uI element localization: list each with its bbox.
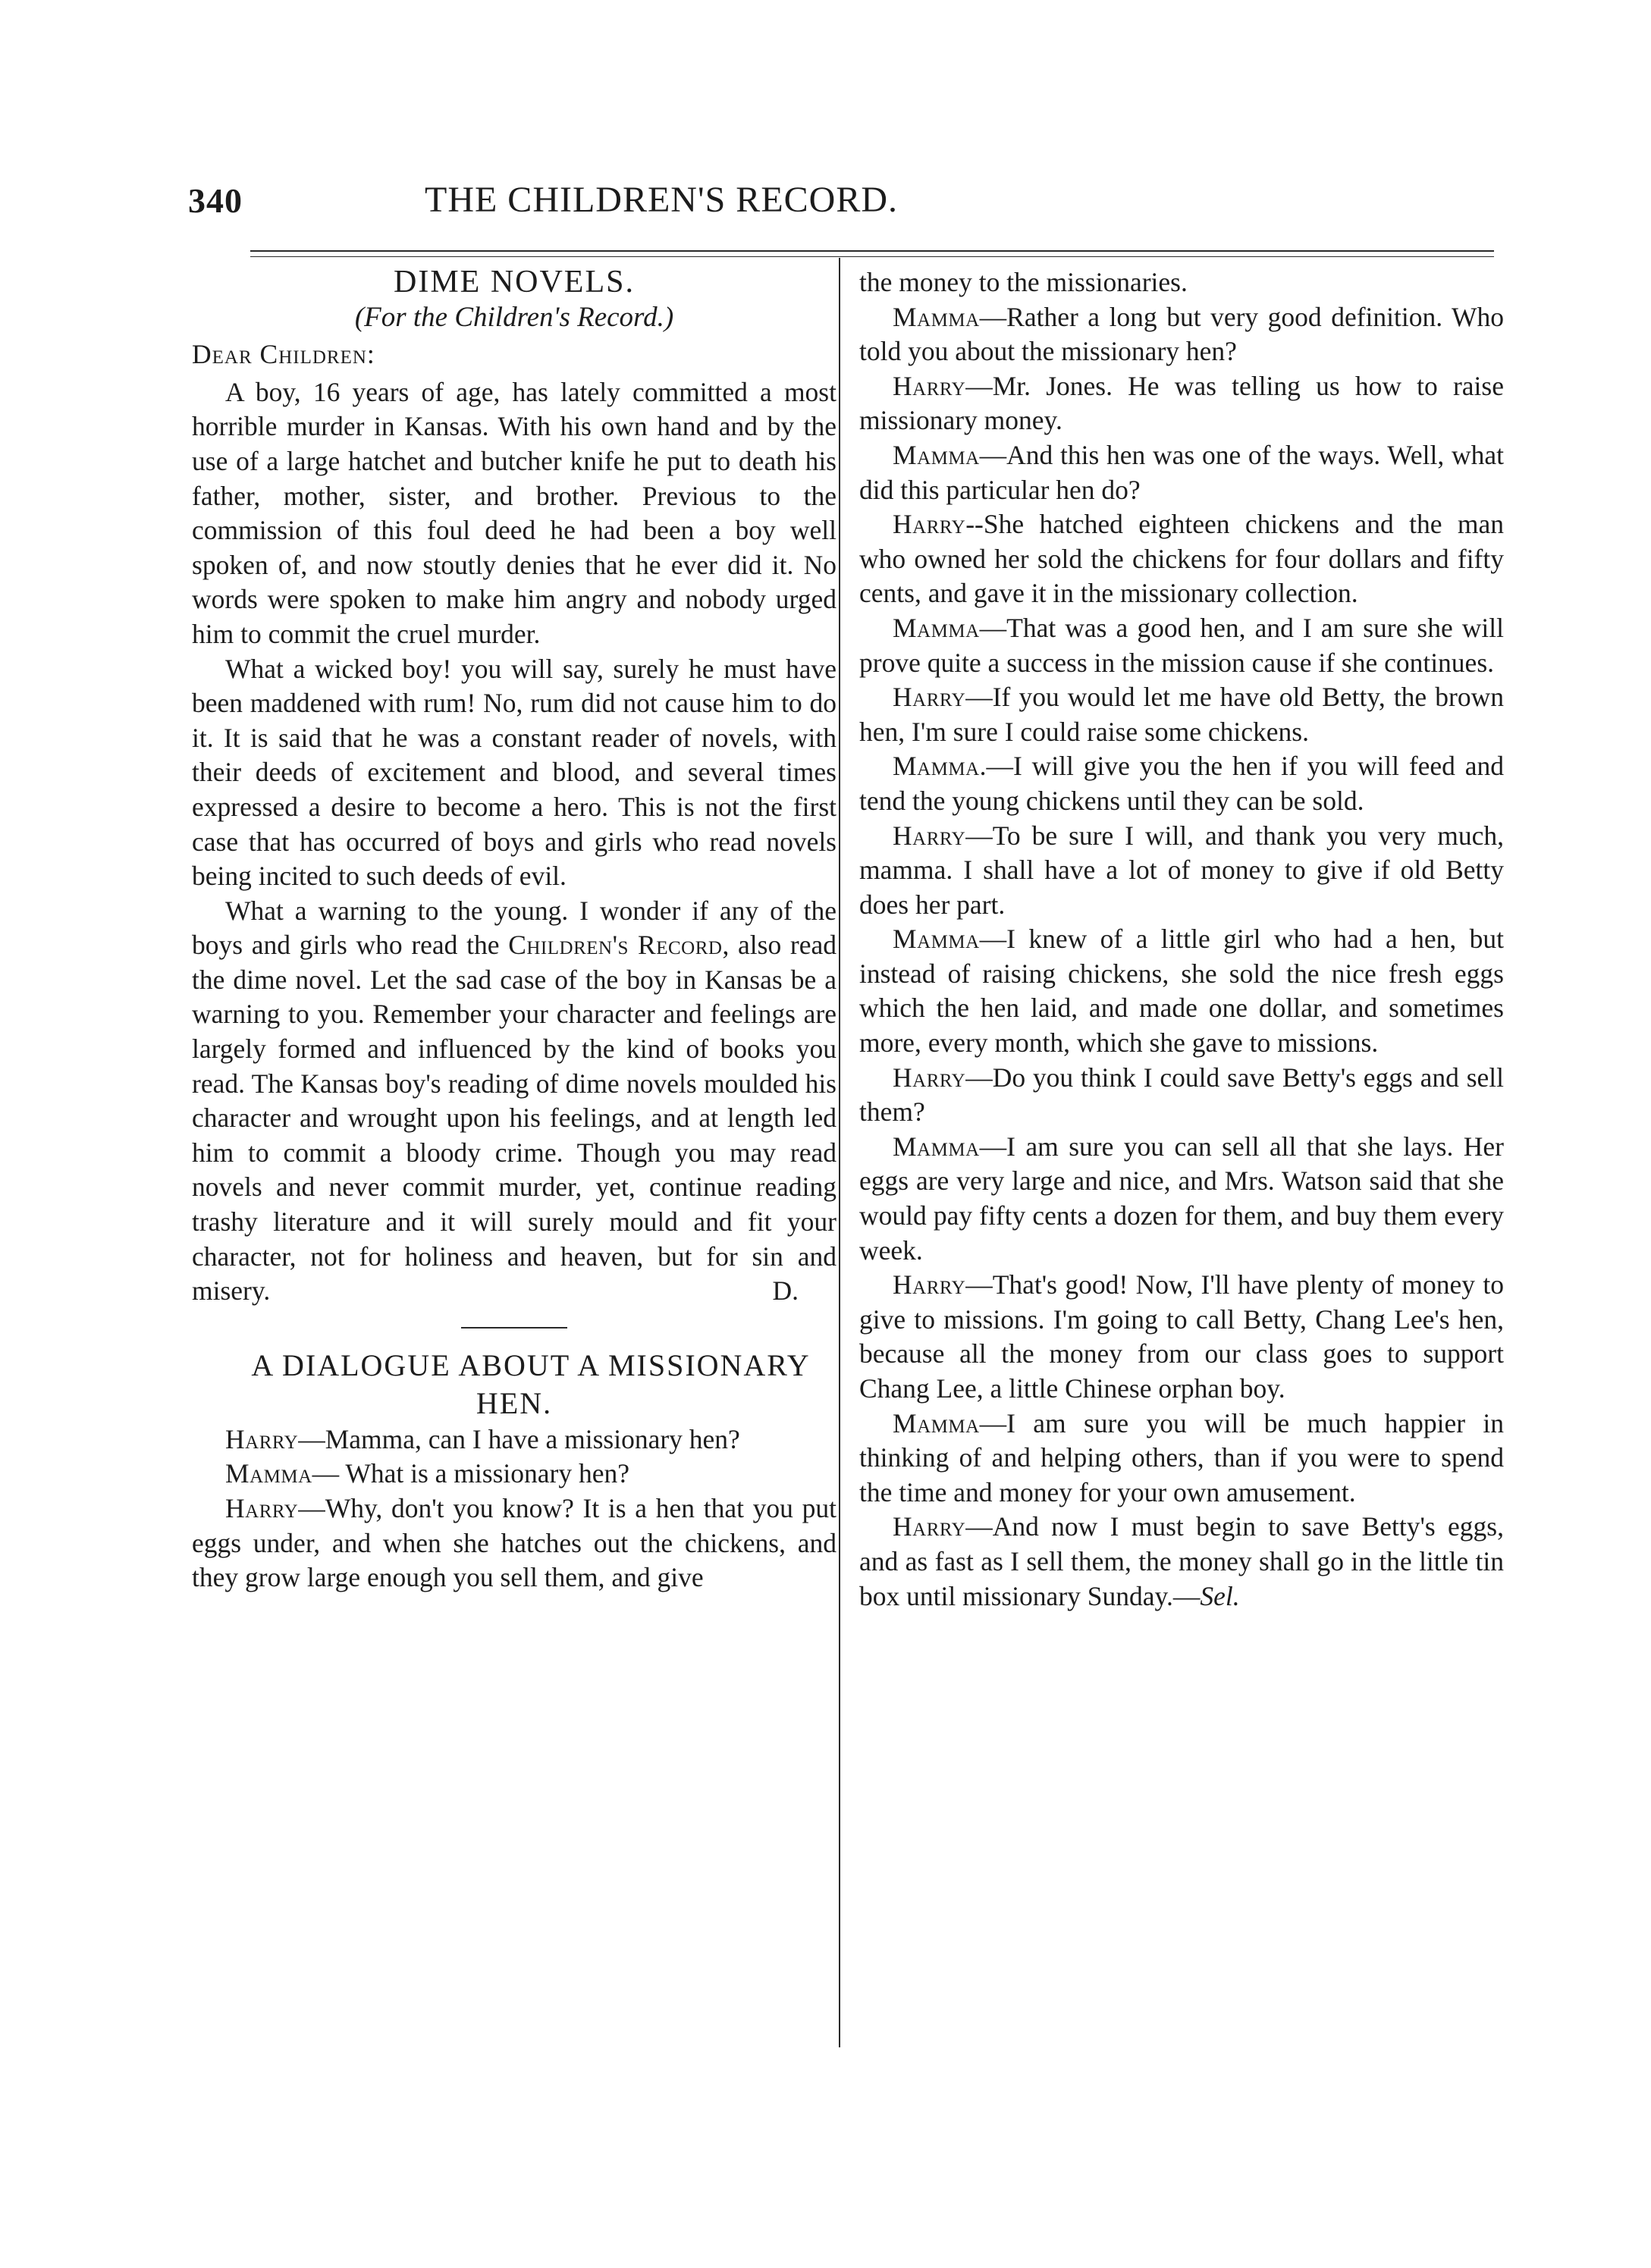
speaker-separator: —: [979, 439, 1007, 470]
speaker-name: Mamma: [893, 1131, 980, 1162]
running-title: THE CHILDREN'S RECORD.: [425, 180, 898, 220]
dialogue-text: That's good! Now, I'll have plenty of money to give to missions. I'm going to call Betty, Chang Lee's hen, because all the money from our class goes to support Chang Lee, a little Chinese orphan boy.: [859, 1269, 1504, 1404]
speaker-separator: —: [965, 820, 993, 851]
header-rule: [250, 250, 1494, 252]
dialogue-continuation: the money to the missionaries.: [859, 267, 1188, 297]
header-rule-thin: [250, 256, 1494, 257]
speaker-name: Harry: [893, 1062, 966, 1093]
dialogue-line: [859, 438, 1504, 507]
article-subtitle: (For the Children's Record.): [354, 301, 674, 333]
speaker-name: Mamma: [893, 751, 980, 782]
dialogue-text: And this hen was one of the ways. Well, what did this particular hen do?: [859, 439, 1504, 505]
speaker-separator: —: [979, 1131, 1007, 1162]
dialogue-text: To be sure I will, and thank you very much, mamma. I shall have a lot of money to give if old Betty does her part.: [859, 820, 1504, 920]
dialogue-line: [192, 1423, 836, 1457]
speaker-name: Mamma: [893, 1407, 980, 1438]
section-separator: [461, 1327, 567, 1328]
dialogue-text: Rather a long but very good definition. Who told you about the missionary hen?: [859, 301, 1504, 367]
paragraph: What a wicked boy! you will say, surely he must have been maddened with rum! No, rum did not cause him to do it. It is said that he was a constant reader of novels, with their deeds of excitement and blood, and several times expressed a desire to become a hero. This is not the first case that has occurred of boys and girls who read novels being incited to such deeds of evil.: [192, 653, 836, 892]
column-divider: [839, 258, 840, 2047]
dialogue-text: Mamma, can I have a missionary hen?: [325, 1423, 740, 1454]
author-signature: D.: [772, 1275, 799, 1307]
dialogue-text: I knew of a little girl who had a hen, but instead of raising chickens, she sold the nice fresh eggs which the hen laid, and made one dollar, and sometimes more, every month, which she gave to missions.: [859, 924, 1504, 1059]
dialogue-text: I will give you the hen if you will feed and tend the young chickens until they can be sold.: [859, 751, 1504, 816]
speaker-separator: —: [298, 1493, 325, 1523]
dialogue-line: [859, 1510, 1504, 1614]
dialogue-line: [859, 749, 1504, 818]
dialogue-left: [192, 1423, 836, 1595]
speaker-name: Mamma: [893, 439, 980, 470]
speaker-separator: —: [965, 1269, 993, 1300]
dialogue-text: That was a good hen, and I am sure she will prove quite a success in the mission cause if she continues.: [859, 612, 1504, 678]
speaker-separator: —: [979, 1407, 1007, 1438]
salutation: Dear Children:: [192, 339, 375, 370]
right-column: [859, 265, 1504, 1614]
dialogue-text: Mr. Jones. He was telling us how to raise missionary money.: [859, 370, 1504, 436]
source-credit: Sel.: [1200, 1580, 1240, 1611]
paragraph-text: What a warning to the young. I wonder if any of the boys and girls who read the: [192, 895, 836, 961]
speaker-name: Mamma: [225, 1458, 312, 1489]
dialogue-line: [859, 1061, 1504, 1130]
dialogue-text: What is a missionary hen?: [345, 1458, 629, 1489]
dialogue-text: If you would let me have old Betty, the brown hen, I'm sure I could raise some chickens.: [859, 682, 1504, 747]
speaker-name: Mamma: [893, 924, 980, 955]
dialogue-line: [859, 611, 1504, 680]
dialogue-text: Why, don't you know? It is a hen that you put eggs under, and when she hatches out the chickens, and they grow large enough you sell them, and give: [192, 1493, 836, 1593]
dialogue-text: I am sure you will be much happier in thinking of and helping others, than if you were to spend the time and money for your own amusement.: [859, 1407, 1504, 1507]
dialogue-line: [192, 1457, 836, 1492]
speaker-name: Harry: [893, 370, 966, 401]
publication-name: Children's Record: [508, 930, 723, 961]
page-number: 340: [188, 181, 243, 220]
speaker-name: Mamma: [893, 612, 980, 643]
speaker-name: Harry: [225, 1493, 299, 1523]
speaker-separator: —: [312, 1458, 346, 1489]
speaker-separator: --: [965, 509, 984, 540]
speaker-separator: .—: [979, 751, 1014, 782]
speaker-separator: —: [965, 1511, 993, 1542]
paragraph-text: , also read the dime novel. Let the sad case of the boy in Kansas be a warning to you. Remember your character and feelings are largely formed and influenced by the kind of books you read. The Kansas boy's reading of dime novels moulded his character and wrought upon his feelings, and at length led him to commit a bloody crime. Though you may read novels and never commit murder, yet, continue reading trashy literature and it will surely mould and fit your character, not for holiness and heaven, but for sin and misery.: [192, 930, 836, 1307]
speaker-name: Harry: [893, 1269, 966, 1300]
dialogue-line: [859, 1407, 1504, 1510]
dialogue-line: [192, 1492, 836, 1595]
speaker-name: Harry: [893, 682, 966, 713]
article-title-dime-novels: DIME NOVELS.: [394, 265, 635, 300]
speaker-separator: —: [965, 1062, 993, 1093]
speaker-name: Harry: [893, 1511, 966, 1542]
speaker-separator: —: [965, 682, 993, 713]
left-column: [192, 265, 836, 1595]
speaker-separator: —: [979, 301, 1007, 332]
paragraph: A boy, 16 years of age, has lately committed a most horrible murder in Kansas. With his own hand and by the use of a large hatchet and butcher knife he put to death his father, mother, sister, and brother. Previous to the commission of this foul deed he had been a boy well spoken of, and now stoutly denies that he ever did it. No words were spoken to make him angry and nobody urged him to commit the cruel murder.: [192, 376, 836, 649]
dialogue-text: I am sure you can sell all that she lays. Her eggs are very large and nice, and Mrs. Watson said that she would pay fifty cents a dozen for them, and buy them every week.: [859, 1131, 1504, 1266]
speaker-separator: —: [979, 924, 1007, 955]
speaker-name: Harry: [225, 1423, 299, 1454]
speaker-name: Harry: [893, 820, 966, 851]
dialogue-text: Do you think I could save Betty's eggs and sell them?: [859, 1062, 1504, 1128]
dialogue-line: [859, 922, 1504, 1060]
paragraph: [192, 894, 836, 1309]
article-title-missionary-hen: A DIALOGUE ABOUT A MISSIONARY HEN.: [251, 1347, 811, 1420]
dialogue-line: [859, 819, 1504, 923]
dialogue-line: [859, 1268, 1504, 1406]
dialogue-line: [859, 507, 1504, 611]
dialogue-text: She hatched eighteen chickens and the man who owned her sold the chickens for four dollars and fifty cents, and gave it in the missionary collection.: [859, 509, 1504, 609]
speaker-name: Harry: [893, 509, 966, 540]
dialogue-line: [859, 369, 1504, 438]
speaker-separator: —: [298, 1423, 325, 1454]
dialogue-line: [859, 680, 1504, 749]
dialogue-text: And now I must begin to save Betty's eggs, and as fast as I sell them, the money shall go in the little tin box until missionary Sunday.—: [859, 1511, 1504, 1611]
dialogue-right: [859, 265, 1504, 1614]
speaker-separator: —: [979, 612, 1007, 643]
speaker-name: Mamma: [893, 301, 980, 332]
dialogue-line: [859, 300, 1504, 369]
dialogue-line: [859, 1130, 1504, 1268]
speaker-separator: —: [965, 370, 993, 401]
